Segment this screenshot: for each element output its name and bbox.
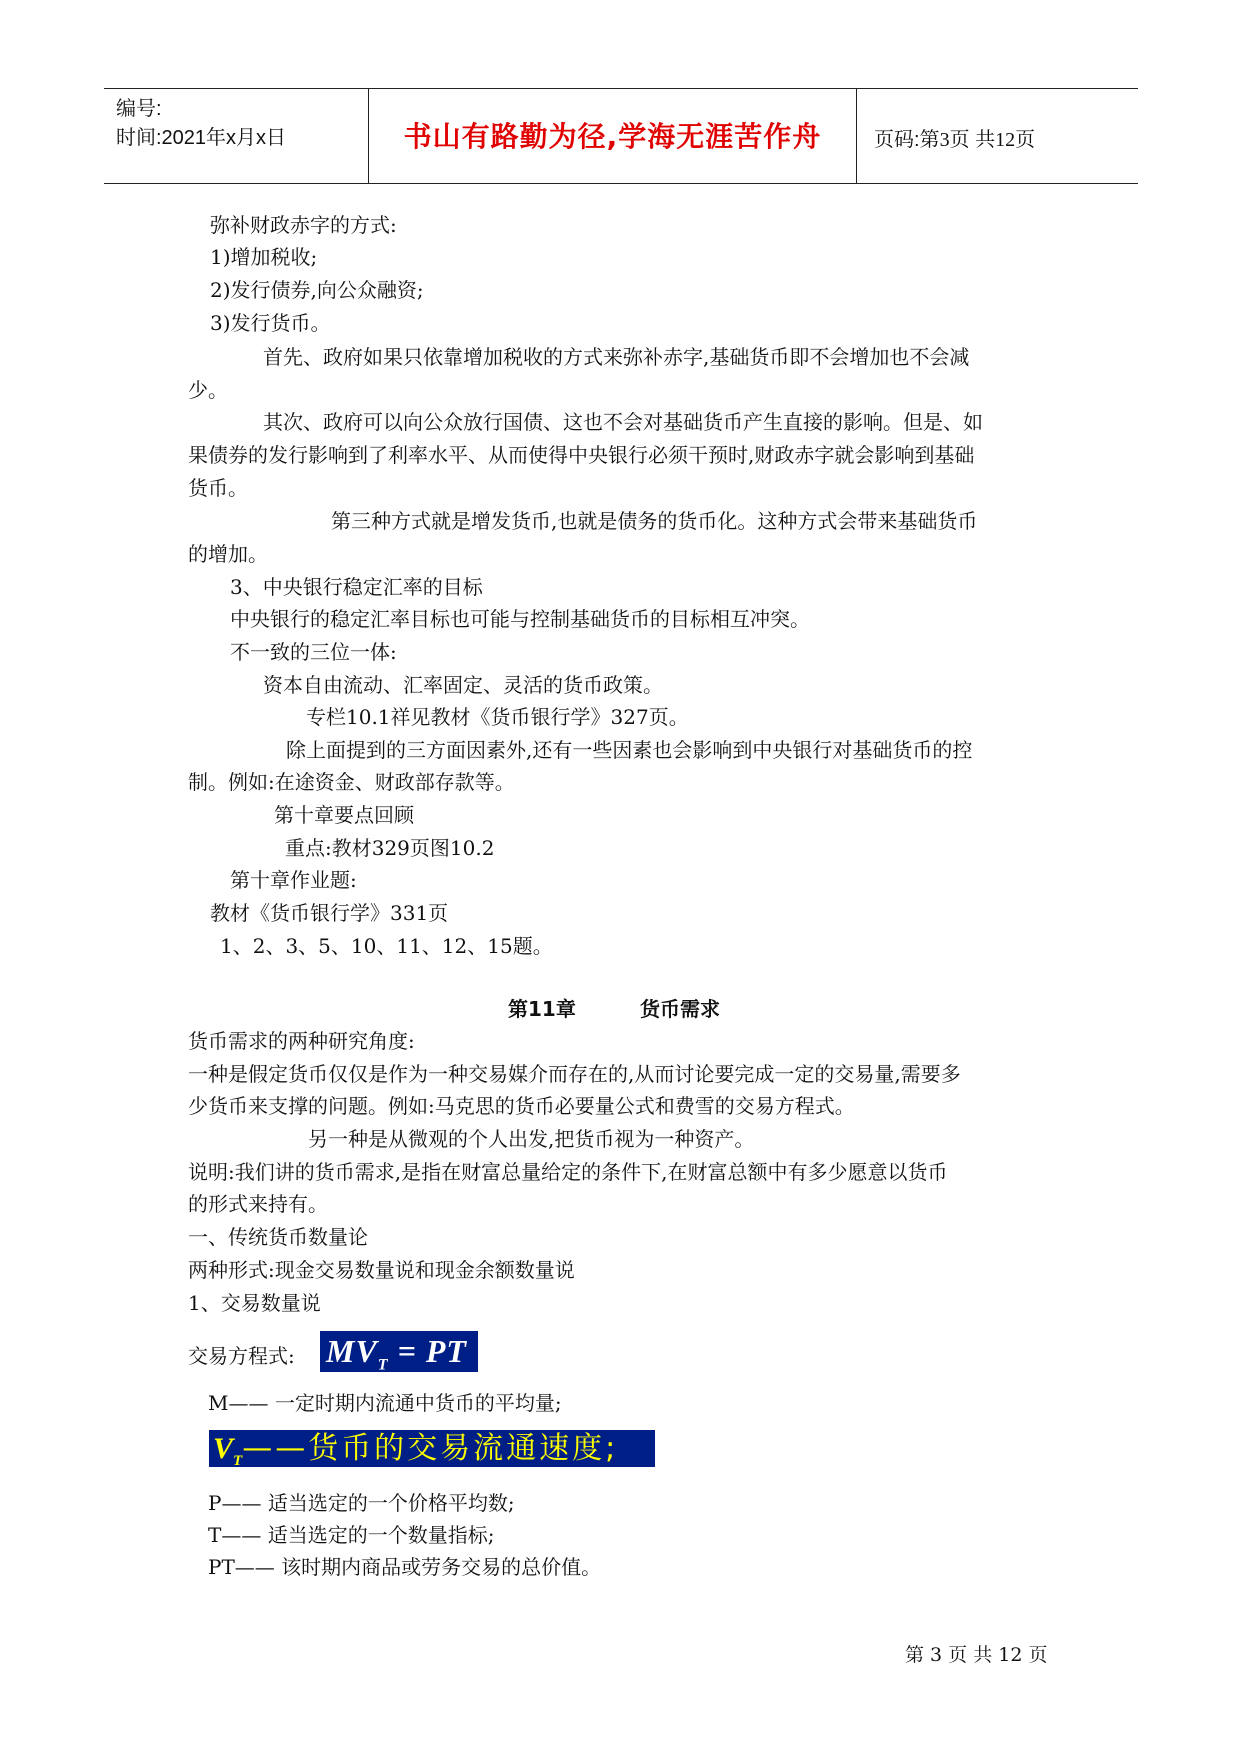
vt-symbol: V bbox=[213, 1432, 234, 1465]
chapter-number: 第11章 bbox=[508, 997, 576, 1021]
section-heading: 一、传统货币数量论 bbox=[188, 1225, 368, 1249]
text-line: 第三种方式就是增发货币,也就是债务的货币化。这种方式会带来基础货币 bbox=[331, 509, 978, 533]
formula-lhs-subscript: T bbox=[377, 1356, 389, 1374]
time-label: 时间:2021年x月x日 bbox=[116, 127, 287, 149]
page-prefix: 页码:第 bbox=[874, 129, 940, 151]
text-line: 少。 bbox=[188, 378, 228, 402]
text-line: 两种形式:现金交易数量说和现金余额数量说 bbox=[188, 1258, 575, 1282]
page-suffix: 页 bbox=[1015, 129, 1036, 151]
text-line: 除上面提到的三方面因素外,还有一些因素也会影响到中央银行对基础货币的控 bbox=[286, 738, 973, 762]
text-line: 教材《货币银行学》331页 bbox=[210, 901, 449, 925]
definition-t: T—— 适当选定的一个数量指标; bbox=[208, 1523, 495, 1547]
page-header bbox=[104, 88, 1138, 184]
text-line: 货币。 bbox=[188, 476, 248, 500]
formula-lhs: MV bbox=[326, 1333, 378, 1369]
text-line: 说明:我们讲的货币需求,是指在财富总量给定的条件下,在财富总额中有多少愿意以货币 bbox=[188, 1160, 948, 1184]
header-motto: 书山有路勤为径,学海无涯苦作舟 bbox=[403, 120, 822, 153]
number-label: 编号: bbox=[116, 98, 162, 120]
vt-subscript: T bbox=[233, 1453, 243, 1469]
text-line: 第十章要点回顾 bbox=[274, 803, 414, 827]
vt-text: ——货币的交易流通速度; bbox=[242, 1431, 619, 1466]
text-line: 的增加。 bbox=[188, 542, 268, 566]
page-middle: 页 共 bbox=[949, 129, 996, 151]
header-divider bbox=[856, 89, 857, 183]
formula-label: 交易方程式: bbox=[188, 1344, 295, 1368]
definition-vt bbox=[209, 1430, 655, 1467]
text-line: 3)发行货币。 bbox=[210, 311, 331, 335]
formula-rhs: = PT bbox=[388, 1333, 467, 1369]
subsection-heading: 1、交易数量说 bbox=[188, 1291, 321, 1315]
text-line: 其次、政府可以向公众放行国债、这也不会对基础货币产生直接的影响。但是、如 bbox=[263, 410, 983, 434]
text-line: 重点:教材329页图10.2 bbox=[285, 836, 495, 860]
text-line: 一种是假定货币仅仅是作为一种交易媒介而存在的,从而讨论要完成一定的交易量,需要多 bbox=[188, 1062, 961, 1086]
definition-pt: PT—— 该时期内商品或劳务交易的总价值。 bbox=[208, 1555, 602, 1579]
text-line: 中央银行的稳定汇率目标也可能与控制基础货币的目标相互冲突。 bbox=[230, 607, 810, 631]
page-total: 12 bbox=[995, 129, 1016, 151]
text-line: 另一种是从微观的个人出发,把货币视为一种资产。 bbox=[308, 1127, 755, 1151]
text-line: 制。例如:在途资金、财政部存款等。 bbox=[188, 770, 515, 794]
text-line: 少货币来支撑的问题。例如:马克思的货币必要量公式和费雪的交易方程式。 bbox=[188, 1094, 855, 1118]
equation-of-exchange-formula bbox=[320, 1331, 478, 1372]
text-line: 首先、政府如果只依靠增加税收的方式来弥补赤字,基础货币即不会增加也不会减 bbox=[263, 345, 970, 369]
header-page-number bbox=[874, 123, 1035, 152]
text-line: 果债券的发行影响到了利率水平、从而使得中央银行必须干预时,财政赤字就会影响到基础 bbox=[188, 443, 975, 467]
text-line: 第十章作业题: bbox=[230, 868, 357, 892]
text-line: 2)发行债券,向公众融资; bbox=[210, 278, 424, 302]
text-line: 货币需求的两种研究角度: bbox=[188, 1029, 415, 1053]
text-line: 1、2、3、5、10、11、12、15题。 bbox=[220, 934, 553, 958]
text-line: 资本自由流动、汇率固定、灵活的货币政策。 bbox=[263, 673, 663, 697]
page-current: 3 bbox=[939, 129, 950, 151]
definition-m: M—— 一定时期内流通中货币的平均量; bbox=[208, 1391, 562, 1415]
definition-p: P—— 适当选定的一个价格平均数; bbox=[208, 1491, 515, 1515]
header-meta bbox=[116, 95, 286, 153]
text-line: 3、中央银行稳定汇率的目标 bbox=[230, 575, 483, 599]
page-footer: 第 3 页 共 12 页 bbox=[905, 1644, 1048, 1666]
text-line: 的形式来持有。 bbox=[188, 1192, 328, 1216]
chapter-name: 货币需求 bbox=[640, 997, 720, 1021]
text-line: 弥补财政赤字的方式: bbox=[210, 213, 397, 237]
text-line: 1)增加税收; bbox=[210, 245, 318, 269]
text-line: 不一致的三位一体: bbox=[230, 640, 397, 664]
text-line: 专栏10.1祥见教材《货币银行学》327页。 bbox=[306, 705, 689, 729]
